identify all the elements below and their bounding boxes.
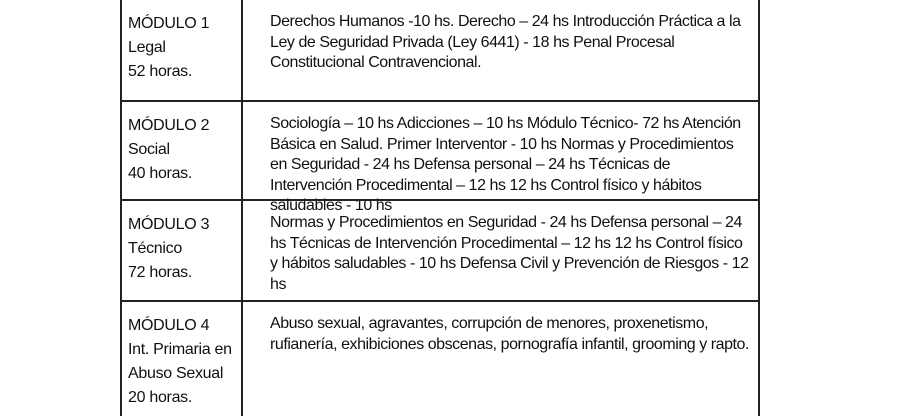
- table-row: [122, 300, 758, 416]
- module-header-cell: [122, 201, 243, 300]
- module-area: Social: [128, 141, 170, 158]
- module-hours: 72 horas.: [128, 264, 193, 281]
- module-content: Abuso sexual, agravantes, corrupción de menores, proxenetismo, rufianería, exhibiciones obscenas, pornografía infantil, grooming y rapto.: [270, 315, 749, 353]
- module-content: Normas y Procedimientos en Seguridad - 24 hs Defensa personal – 24 hs Técnicas de Intervención Procedimental – 12 hs 12 hs Control físico y hábitos saludables - 10 hs Defensa Civil y Prevención de Riesgos - 12 hs: [270, 214, 749, 293]
- module-header-cell: [122, 0, 243, 100]
- module-title: MÓDULO 3: [128, 216, 210, 233]
- module-hours: 20 horas.: [128, 389, 193, 406]
- module-title: MÓDULO 2: [128, 117, 210, 134]
- module-header-cell: [122, 302, 243, 416]
- module-area: Técnico: [128, 240, 182, 257]
- module-hours: 40 horas.: [128, 165, 193, 182]
- module-content: Derechos Humanos -10 hs. Derecho – 24 hs Introducción Práctica a la Ley de Seguridad Privada (Ley 6441) - 18 hs Penal Procesal Constitucional Contravencional.: [270, 13, 741, 71]
- modules-table: [120, 0, 760, 416]
- module-hours: 52 horas.: [128, 63, 193, 80]
- module-title: MÓDULO 1: [128, 15, 210, 32]
- table-row: [122, 0, 758, 100]
- table-row: [122, 199, 758, 300]
- table-row: [122, 100, 758, 214]
- module-header-cell: [122, 102, 243, 199]
- module-area: Legal: [128, 39, 166, 56]
- module-area: Int. Primaria en Abuso Sexual: [128, 341, 232, 382]
- module-title: MÓDULO 4: [128, 317, 210, 334]
- module-content: Sociología – 10 hs Adicciones – 10 hs Módulo Técnico- 72 hs Atención Básica en Salud. Primer Interventor - 10 hs Normas y Procedimientos en Seguridad - 24 hs Defensa personal – 24 hs Técnicas de Intervención Procedimental – 12 hs 12 hs Control físico y hábitos saludables - 10 hs: [270, 115, 741, 214]
